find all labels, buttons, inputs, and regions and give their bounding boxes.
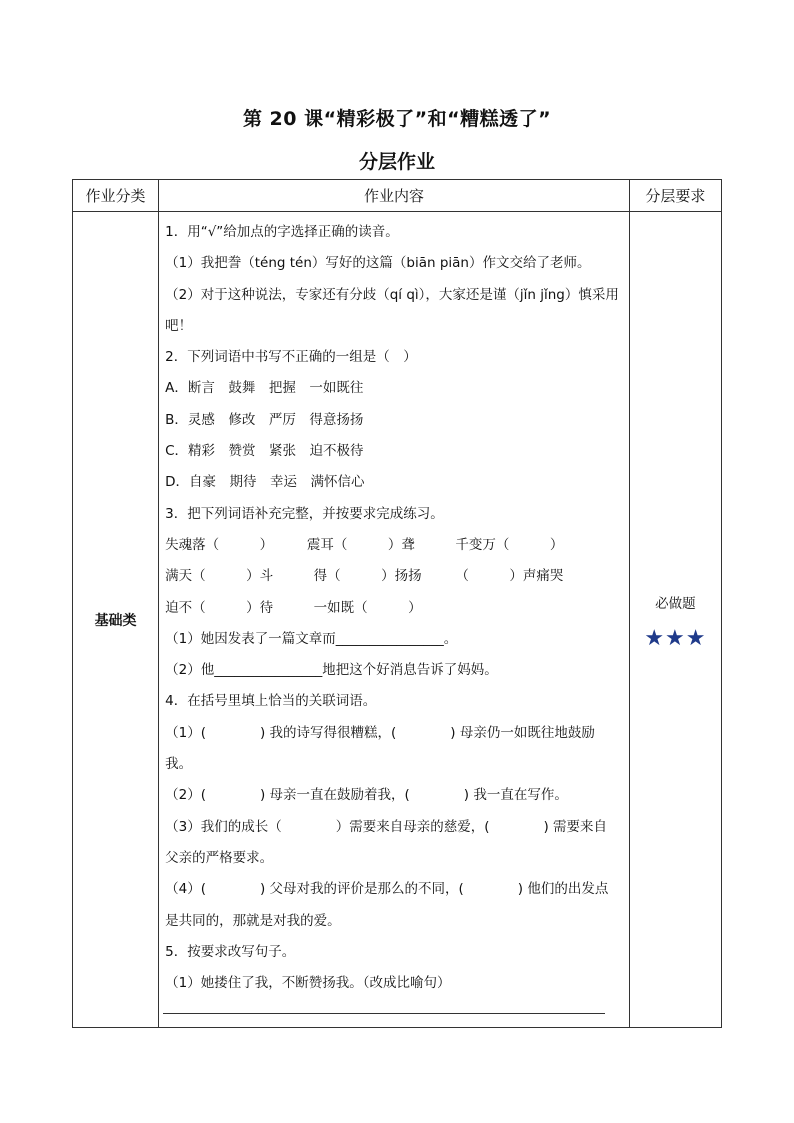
category-cell: 基础类 — [73, 212, 159, 1028]
content-line: 5．按要求改写句子。 — [165, 943, 296, 960]
table-header-row — [73, 180, 722, 212]
page-title: 第 20 课“精彩极了”和“糟糕透了” — [242, 108, 552, 130]
content-line: 我。 — [165, 756, 193, 773]
content-line: （2）他________________地把这个好消息告诉了妈妈。 — [165, 662, 498, 679]
content-line: （2）对于这种说法，专家还有分歧（qí qì），大家还是谨（jǐn jǐng）慎采用 — [165, 286, 619, 303]
content-line: C．精彩 赞赏 紧张 迫不极待 — [165, 443, 364, 460]
header-content: 作业内容 — [159, 180, 630, 212]
content-line: 是共同的，那就是对我的爱。 — [165, 912, 341, 929]
content-cell — [159, 212, 630, 1028]
content-line: （1）她搂住了我，不断赞扬我。（改成比喻句） — [165, 975, 451, 992]
content-line: 3．把下列词语补充完整，并按要求完成练习。 — [165, 505, 444, 522]
content-line: （3）我们的成长（ ）需要来自母亲的慈爱，( ) 需要来自 — [165, 818, 608, 835]
content-line: （2）( ) 母亲一直在鼓励着我，( ) 我一直在写作。 — [165, 787, 568, 804]
homework-table — [72, 179, 722, 1028]
content-line: 失魂落（ ） 震耳（ ）聋 千变万（ ） — [165, 536, 564, 553]
star-rating-icon: ★★★ — [644, 626, 707, 651]
content-line: （1）她因发表了一篇文章而________________。 — [165, 630, 458, 647]
content-line: 1．用“√”给加点的字选择正确的读音。 — [165, 224, 399, 240]
content-line: 满天（ ）斗 得（ ）扬扬 （ ）声痛哭 — [165, 568, 564, 585]
content-line: （1）我把誊（téng tén）写好的这篇（biān piān）作文交给了老师。 — [165, 255, 591, 272]
content-line: 2．下列词语中书写不正确的一组是（ ） — [165, 349, 417, 366]
content-line: B．灵感 修改 严厉 得意扬扬 — [165, 411, 364, 428]
content-line: （1）( ) 我的诗写得很糟糕，( ) 母亲仍一如既往地鼓励 — [165, 724, 595, 741]
header-requirement: 分层要求 — [629, 180, 721, 212]
answer-line[interactable] — [163, 1013, 605, 1014]
content-line: 4．在括号里填上恰当的关联词语。 — [165, 693, 377, 710]
table-row — [73, 212, 722, 1028]
header-category: 作业分类 — [73, 180, 159, 212]
requirement-label: 必做题 — [655, 596, 696, 612]
content-line: D．自豪 期待 幸运 满怀信心 — [165, 474, 365, 491]
content-line: 吧！ — [165, 317, 193, 334]
content-line: 父亲的严格要求。 — [165, 849, 274, 866]
content-line: A．断言 鼓舞 把握 一如既往 — [165, 380, 364, 397]
content-line: （4）( ) 父母对我的评价是那么的不同，( ) 他们的出发点 — [165, 881, 609, 898]
requirement-cell — [629, 212, 721, 1028]
page-subtitle: 分层作业 — [358, 151, 435, 173]
content-line: 迫不（ ）待 一如既（ ） — [165, 599, 422, 616]
